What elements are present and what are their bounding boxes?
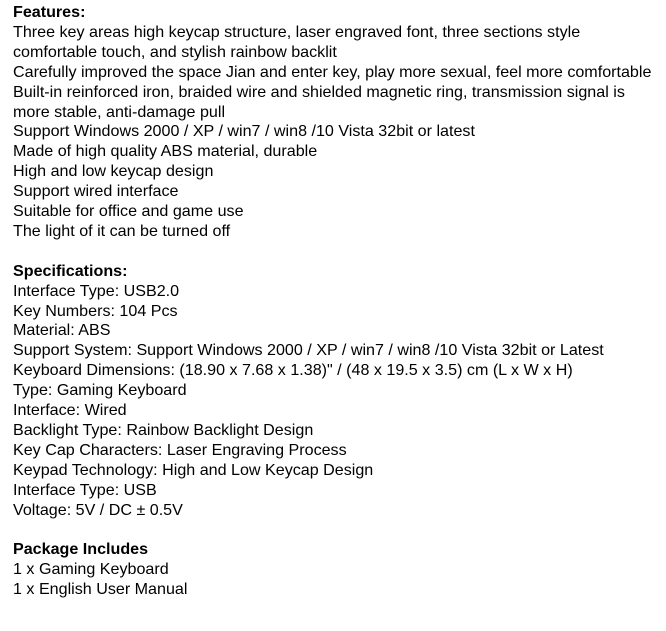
spec-item: Support System: Support Windows 2000 / XP / win7 / win8 /10 Vista 32bit or Latest bbox=[13, 341, 604, 360]
feature-item: Built-in reinforced iron, braided wire and shielded magnetic ring, transmission signal is more stable, anti-damage pull bbox=[13, 82, 625, 121]
spec-item: Interface: Wired bbox=[13, 401, 127, 420]
section-spacer bbox=[13, 242, 661, 262]
features-section bbox=[13, 3, 661, 242]
package-item: 1 x English User Manual bbox=[13, 580, 188, 599]
feature-item: Suitable for office and game use bbox=[13, 202, 244, 221]
spec-item: Key Numbers: 104 Pcs bbox=[13, 301, 178, 320]
feature-item: High and low keycap design bbox=[13, 162, 214, 181]
features-heading: Features: bbox=[13, 3, 86, 21]
spec-item: Type: Gaming Keyboard bbox=[13, 381, 187, 400]
feature-item: Three key areas high keycap structure, laser engraved font, three sections style comfortable touch, and stylish rainbow backlit bbox=[13, 22, 581, 61]
package-section bbox=[13, 540, 661, 600]
section-spacer bbox=[13, 521, 661, 541]
spec-item: Voltage: 5V / DC ± 0.5V bbox=[13, 500, 183, 519]
spec-item: Interface Type: USB2.0 bbox=[13, 281, 180, 300]
package-heading: Package Includes bbox=[13, 540, 149, 559]
feature-item: Support wired interface bbox=[13, 182, 179, 201]
feature-item: Support Windows 2000 / XP / win7 / win8 /10 Vista 32bit or latest bbox=[13, 122, 475, 141]
spec-item: Keypad Technology: High and Low Keycap Design bbox=[13, 460, 374, 479]
spec-item: Material: ABS bbox=[13, 321, 111, 340]
feature-item: Carefully improved the space Jian and enter key, play more sexual, feel more comfortable bbox=[13, 62, 652, 81]
feature-item: Made of high quality ABS material, durable bbox=[13, 142, 318, 161]
specifications-section bbox=[13, 262, 661, 521]
spec-item: Interface Type: USB bbox=[13, 480, 157, 499]
product-description bbox=[13, 3, 661, 600]
spec-item: Key Cap Characters: Laser Engraving Process bbox=[13, 440, 347, 459]
feature-item: The light of it can be turned off bbox=[13, 221, 231, 240]
spec-item: Keyboard Dimensions: (18.90 x 7.68 x 1.38)" / (48 x 19.5 x 3.5) cm (L x W x H) bbox=[13, 361, 573, 380]
package-item: 1 x Gaming Keyboard bbox=[13, 560, 169, 579]
specifications-heading: Specifications: bbox=[13, 261, 128, 280]
spec-item: Backlight Type: Rainbow Backlight Design bbox=[13, 421, 314, 440]
